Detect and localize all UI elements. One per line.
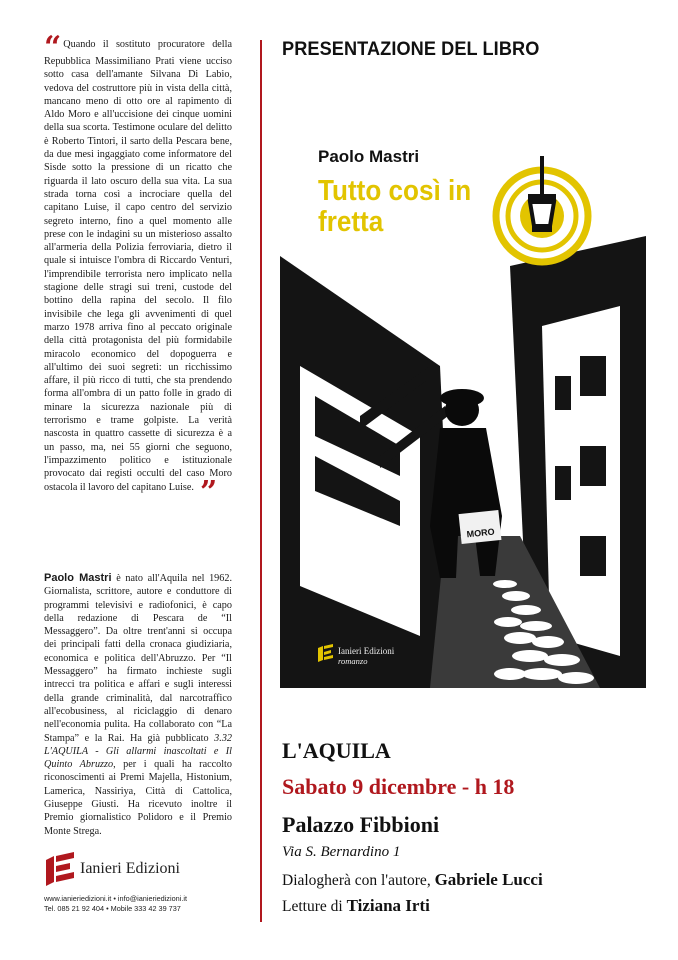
publisher-name: Ianieri Edizioni (80, 860, 180, 877)
author-bio (44, 572, 232, 838)
synopsis-text (44, 30, 232, 510)
reader-name: Tiziana Irti (346, 896, 430, 915)
event-venue: Palazzo Fibbioni (282, 812, 440, 837)
synopsis-body: Quando il sostituto procuratore della Repubblica Massimiliano Prati viene ucciso sotto casa dell'amante Silvana Di Labio, vedova del costruttore più in vista della città, mancano meno di otto ore al rapimento di Aldo Moro e all'uccisione dei cinque uomini della sua scorta. Testimone oculare del delitto è Roberto Tintori, il sarto della Pescara bene, da due mesi ingaggiato come informatore del Sisde sotto la pressione di un ricatto che riguarda il lato oscuro della sua vita. La sua strada torna così a incrociare quella del capitano Luise, il capo centro del servizio segreto interno, fino a quel momento alle prese con le indagini su un misterioso assalto all'armeria della Polizia ferroviaria, dietro il quale si intuisce l'ombra di Riccardo Venturi, l'imprendibile terrorista nero implicato nella stagione delle stragi sui treni, custode del bottino della rapina del secolo. Il filo invisibile che lega gli avvenimenti di quel marzo 1978 arriva fino al peccato originale della città protagonista del più formidabile miracolo economico del dopoguerra e all'ultimo dei suoi segreti: un ricchissimo affare, il più ricco di tutti, che sta prendendo forma all'ombra di un patto folle in grado di minare la sicurezza nazionale più di terrorismo e trame golpiste. La verità nascosta in quattro cassette di sicurezza è a un passo, ma, nei 55 giorni che seguono, l'impazzimento politico e istituzionale provocato dai registi occulti del caso Moro ostacola il lavoro del capitano Luise. (44, 39, 232, 493)
event-city: L'AQUILA (282, 738, 391, 763)
cover-author: Paolo Mastri (318, 147, 420, 166)
publisher-web-email: www.ianieriedizioni.it • info@ianieriedizioni.it (44, 894, 187, 903)
cover-newspaper-text: MORO (466, 526, 496, 540)
cover-series: romanzo (338, 656, 368, 666)
event-reader (282, 896, 430, 916)
page-title: PRESENTAZIONE DEL LIBRO (282, 38, 540, 60)
author-bio-text-b: , per i quali ha raccolto riconoscimenti ai Premi Majella, Histonium, Lamerica, Nassiriya, Città di Cattolica, Giuseppe Giusti. Ha ricevuto inoltre il Premio giornalistico Polidoro e il Premio Monte Strega. (44, 759, 232, 837)
moderator-name: Gabriele Lucci (434, 870, 543, 889)
author-bio-name: Paolo Mastri (44, 572, 112, 584)
publisher-logo-icon (44, 852, 76, 886)
reader-prefix: Letture di (282, 898, 347, 915)
event-date: Sabato 9 dicembre - h 18 (282, 774, 515, 799)
cover-title: Tutto così in fretta (318, 175, 472, 238)
close-quote-mark: ” (199, 474, 218, 510)
cover-publisher (338, 646, 394, 666)
publisher-logo (44, 852, 244, 891)
event-moderator (282, 870, 543, 890)
publisher-phones: Tel. 085 21 92 404 • Mobile 333 42 39 737 (44, 903, 181, 913)
author-bio-text-a: è nato all'Aquila nel 1962. Giornalista, scrittore, autore e conduttore di programmi televisivi e radiofonici, è capo della redazione di Pescara de “Il Messaggero”. Da oltre trent'anni si occupa dei principali fatti della cronaca giudiziaria, economica e politica dell'Abruzzo. Per “Il Messaggero” ha firmato inchieste sugli intrecci tra politica e affari e sugli interessi della grande criminalità, dal narcotraffico all'ecobusiness, al riciclaggio di denaro nell'economia pulita. Ha collaborato con “La Stampa” e la Rai. Ha già pubblicato (44, 573, 232, 744)
author-bio-titles: 3.32 L'AQUILA - Gli allarmi inascoltati e Il Quinto Abruzzo (44, 732, 232, 771)
column-divider (260, 40, 262, 922)
cover-publisher-name: Ianieri Edizioni (338, 646, 395, 656)
synopsis-block (44, 30, 232, 510)
publisher-contacts (44, 894, 264, 913)
event-street: Via S. Bernardino 1 (282, 844, 401, 860)
book-cover (280, 116, 646, 688)
moderator-prefix: Dialogherà con l'autore, (282, 872, 435, 889)
open-quote-mark: “ (44, 30, 62, 65)
